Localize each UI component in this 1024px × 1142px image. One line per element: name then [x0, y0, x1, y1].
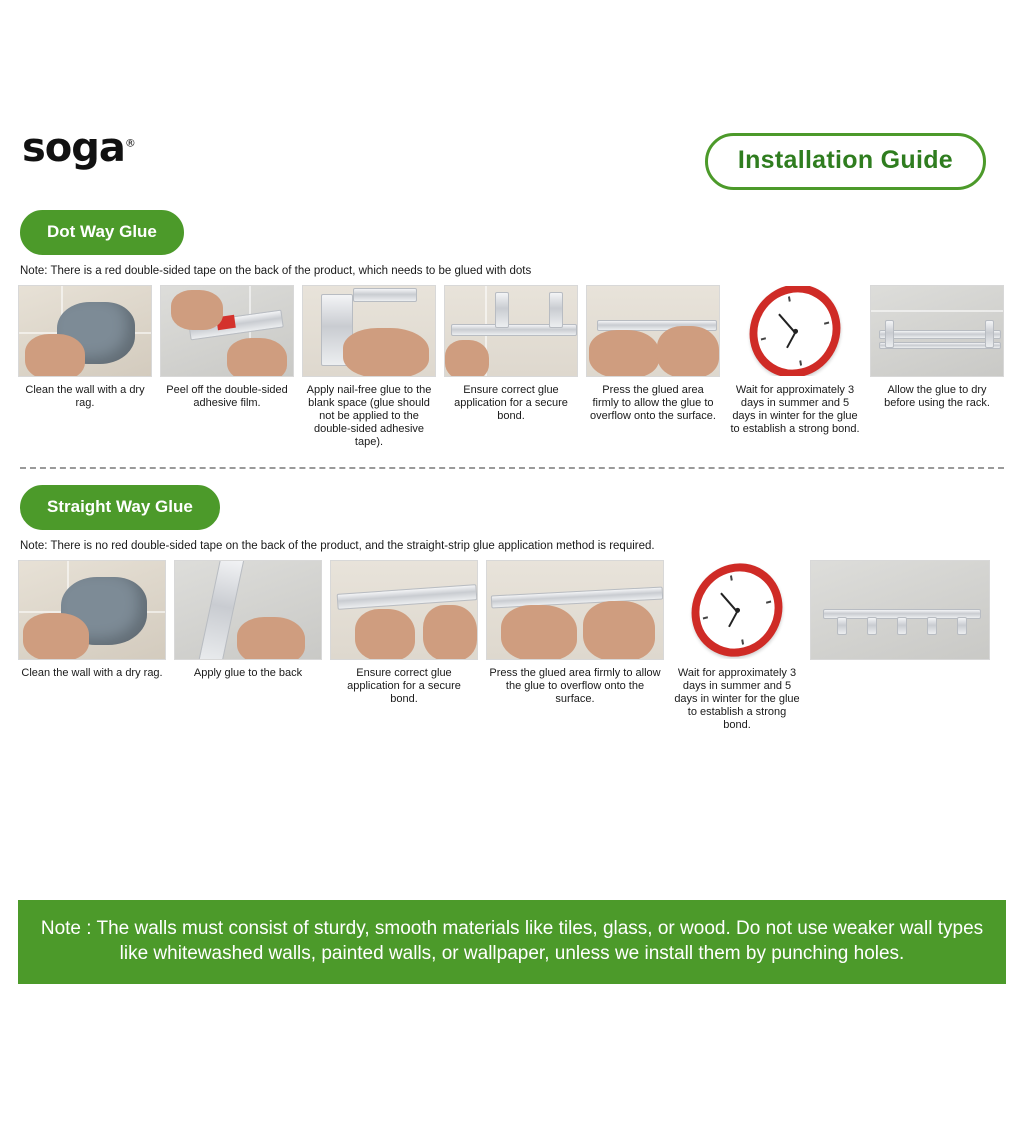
- step-caption: Apply nail-free glue to the blank space (glue should not be applied to the double-sided adhesive tape).: [306, 384, 432, 448]
- step-caption: Clean the wall with a dry rag.: [21, 666, 163, 679]
- step-item: [302, 285, 436, 449]
- step-image-peel-tape: [160, 285, 294, 377]
- step-item: [728, 285, 862, 436]
- page-header: [18, 118, 1006, 210]
- step-caption: Press the glued area firmly to allow the glue to overflow onto the surface.: [489, 666, 661, 705]
- steps-row-straight-way-glue: [18, 560, 1006, 732]
- step-item: [672, 560, 802, 732]
- step-item: [486, 560, 664, 706]
- step-caption: Peel off the double-sided adhesive film.: [166, 384, 288, 409]
- step-image-press-strip: [486, 560, 664, 660]
- step-image-check-glue: [444, 285, 578, 377]
- section-divider: [20, 467, 1004, 469]
- step-item: [174, 560, 322, 680]
- step-item: [18, 560, 166, 680]
- step-image-clock: [672, 560, 802, 660]
- step-caption: Clean the wall with a dry rag.: [25, 384, 145, 409]
- step-caption: Press the glued area firmly to allow the glue to overflow onto the surface.: [590, 384, 716, 422]
- step-image-rag-wall: [18, 560, 166, 660]
- clock-icon: [684, 560, 789, 660]
- steps-row-dot-way-glue: [18, 285, 1006, 449]
- step-item: [810, 560, 990, 667]
- step-image-rag-wall: [18, 285, 152, 377]
- step-caption: Ensure correct glue application for a secure bond.: [347, 666, 461, 705]
- installation-guide-badge: Installation Guide: [705, 133, 986, 190]
- step-caption: Ensure correct glue application for a secure bond.: [454, 384, 568, 422]
- footer-warning-note: Note : The walls must consist of sturdy, smooth materials like tiles, glass, or wood. Do not use weaker wall types like whitewashed walls, painted walls, or wallpaper, unless we install them by punching holes.: [18, 900, 1006, 984]
- step-image-clock: [728, 285, 862, 377]
- step-item: [160, 285, 294, 410]
- section-straight-way-glue: [18, 485, 1006, 732]
- step-caption: Apply glue to the back: [193, 666, 303, 679]
- step-caption: Wait for approximately 3 days in summer and 5 days in winter for the glue to establish a strong bond.: [674, 666, 800, 731]
- step-image-finished-rack: [870, 285, 1004, 377]
- registered-mark: ®: [124, 136, 135, 150]
- step-caption: Allow the glue to dry before using the rack.: [884, 384, 990, 409]
- clock-icon: [742, 285, 847, 377]
- section-note-straight-way-glue: Note: There is no red double-sided tape on the back of the product, and the straight-strip glue application method is required.: [20, 539, 655, 552]
- step-image-apply-glue: [302, 285, 436, 377]
- step-image-glue-strip: [174, 560, 322, 660]
- section-title-straight-way-glue: Straight Way Glue: [20, 485, 220, 530]
- step-image-press-bar: [586, 285, 720, 377]
- section-dot-way-glue: [18, 210, 1006, 449]
- step-item: [330, 560, 478, 706]
- step-item: [870, 285, 1004, 410]
- section-title-dot-way-glue: Dot Way Glue: [20, 210, 184, 255]
- step-item: [444, 285, 578, 423]
- step-image-finished-hooks: [810, 560, 990, 660]
- brand-logo: [22, 125, 135, 171]
- step-item: [18, 285, 152, 410]
- section-note-dot-way-glue: Note: There is a red double-sided tape on the back of the product, which needs to be glued with dots: [20, 265, 532, 277]
- brand-logo-text: soga: [22, 125, 125, 171]
- step-caption: Wait for approximately 3 days in summer and 5 days in winter for the glue to establish a strong bond.: [730, 384, 860, 435]
- installation-guide-page: [0, 118, 1024, 1142]
- step-item: [586, 285, 720, 423]
- step-image-check-strip: [330, 560, 478, 660]
